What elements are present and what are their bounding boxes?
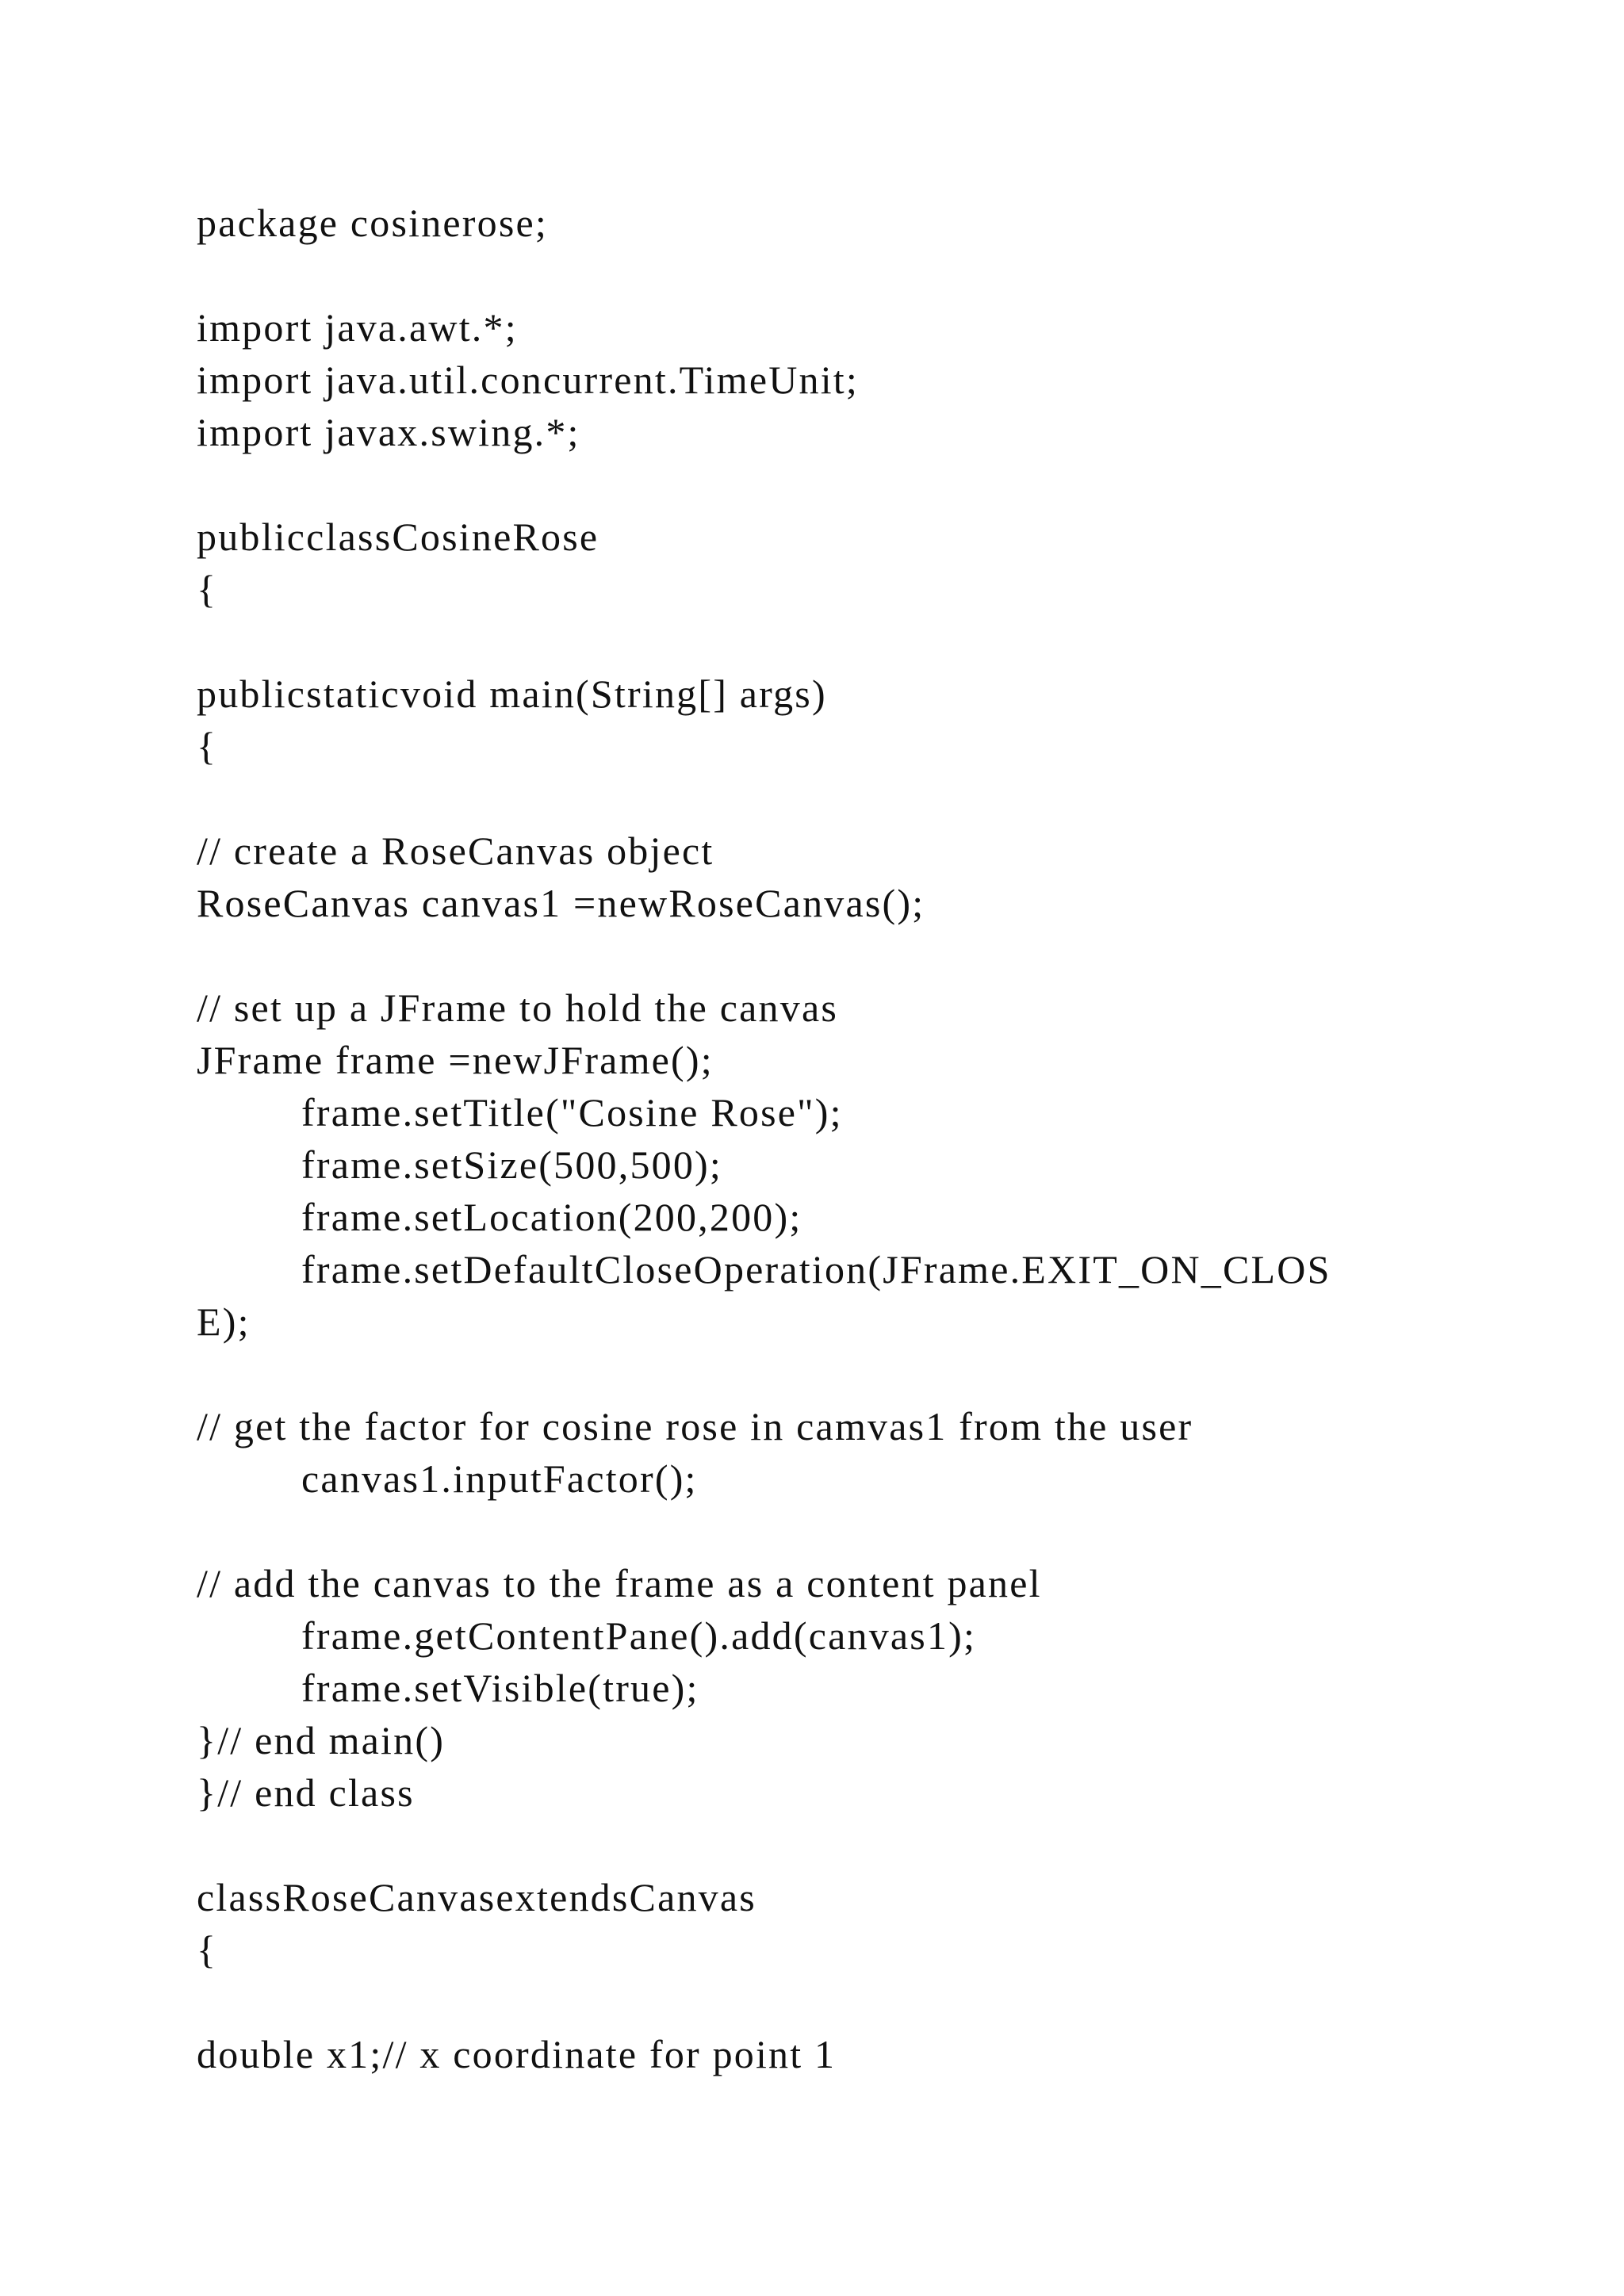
code-line: // set up a JFrame to hold the canvas xyxy=(197,985,839,1030)
code-line: { xyxy=(197,1927,218,1972)
code-line: publicclassCosineRose xyxy=(197,515,599,559)
code-line: // add the canvas to the frame as a content panel xyxy=(197,1561,1042,1605)
code-line: RoseCanvas canvas1 =newRoseCanvas(); xyxy=(197,881,925,925)
code-line: package cosinerose; xyxy=(197,201,548,245)
code-line: JFrame frame =newJFrame(); xyxy=(197,1038,714,1082)
code-line: frame.setDefaultCloseOperation(JFrame.EXIT_ON_CLOS xyxy=(301,1247,1331,1292)
code-line: double x1;// x coordinate for point 1 xyxy=(197,2032,837,2076)
code-line: { xyxy=(197,567,218,611)
code-line: E); xyxy=(197,1299,251,1344)
code-line: frame.setTitle("Cosine Rose"); xyxy=(301,1090,843,1135)
code-line: classRoseCanvasextendsCanvas xyxy=(197,1875,756,1919)
code-line: publicstaticvoid main(String[] args) xyxy=(197,672,827,716)
code-line: frame.setLocation(200,200); xyxy=(301,1195,802,1239)
code-line: frame.getContentPane().add(canvas1); xyxy=(301,1613,977,1658)
code-line: frame.setSize(500,500); xyxy=(301,1142,722,1187)
code-line: import javax.swing.*; xyxy=(197,410,580,454)
code-line: import java.awt.*; xyxy=(197,305,518,350)
code-line: }// end class xyxy=(197,1770,415,1815)
code-line: // create a RoseCanvas object xyxy=(197,828,714,873)
code-line: canvas1.inputFactor(); xyxy=(301,1456,698,1501)
code-line: frame.setVisible(true); xyxy=(301,1666,699,1710)
code-line: // get the factor for cosine rose in camvas1 from the user xyxy=(197,1404,1193,1448)
code-line: import java.util.concurrent.TimeUnit; xyxy=(197,358,859,402)
code-line: }// end main() xyxy=(197,1718,446,1762)
code-line: { xyxy=(197,724,218,768)
